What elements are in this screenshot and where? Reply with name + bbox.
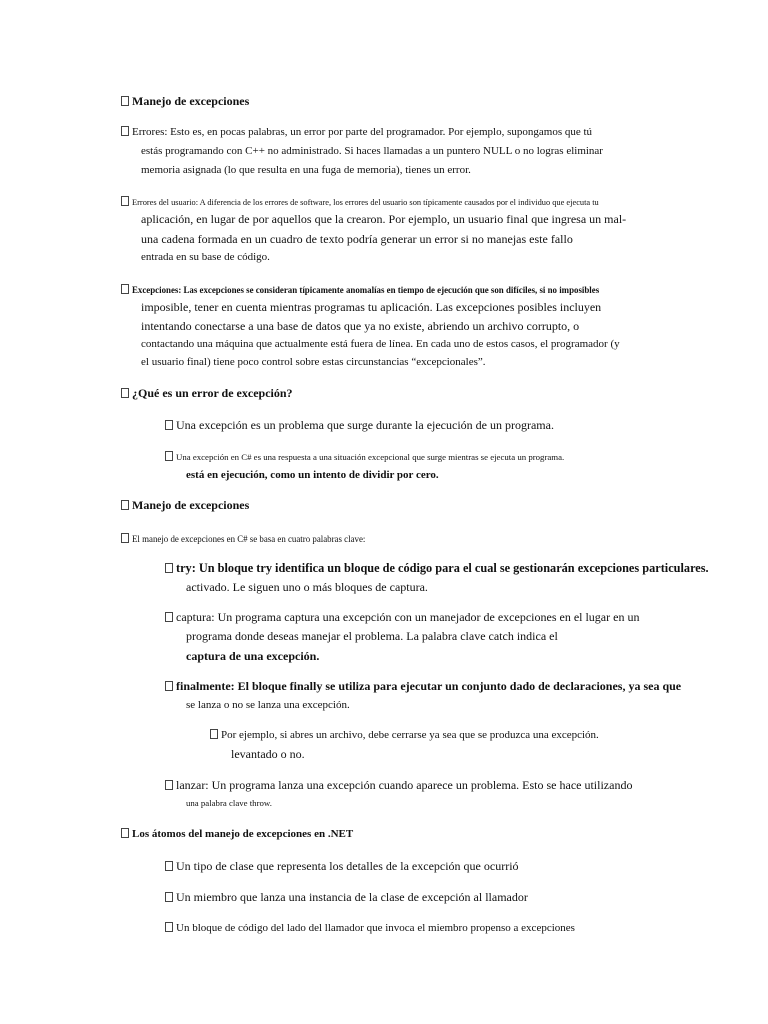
try-line-1: try: Un bloque try identifica un bloque de código para el cual se gestionarán excepciones particulares. <box>165 561 709 575</box>
section-heading-manejo: Manejo de excepciones <box>121 95 249 109</box>
atomos-item-1: Un tipo de clase que representa los detalles de la excepción que ocurrió <box>165 860 519 874</box>
que-es-item-1: Una excepción es un problema que surge durante la ejecución de un programa. <box>165 419 554 433</box>
que-es-item-2-line-1: Una excepción en C# es una respuesta a una situación excepcional que surge mientras se ejecuta un programa. <box>165 451 564 462</box>
checkbox-icon <box>121 533 129 543</box>
excepciones-line-2: imposible, tener en cuenta mientras programas tu aplicación. Las excepciones posibles incluyen <box>141 300 602 314</box>
atomos-item-3: Un bloque de código del lado del llamador que invoca el miembro propenso a excepciones <box>165 922 575 935</box>
checkbox-icon <box>165 780 173 790</box>
excepciones-line-4: contactando una máquina que actualmente está fuera de línea. En cada uno de estos casos, el programador (y <box>141 338 620 350</box>
checkbox-icon <box>165 420 173 430</box>
checkbox-icon <box>121 196 129 206</box>
checkbox-icon <box>165 612 173 622</box>
finalmente-line-2: se lanza o no se lanza una excepción. <box>186 699 350 711</box>
errores-line-1: Errores: Esto es, en pocas palabras, un error por parte del programador. Por ejemplo, supongamos que tú <box>121 126 592 139</box>
captura-line-1: captura: Un programa captura una excepción con un manejador de excepciones en el lugar en un <box>165 611 639 625</box>
usuario-line-3: una cadena formada en un cuadro de texto podría generar un error si no manejas este fallo <box>141 232 573 246</box>
lanzar-line-2: una palabra clave throw. <box>186 798 272 808</box>
excepciones-line-5: el usuario final) tiene poco control sobre estas circunstancias “excepcionales”. <box>141 356 486 368</box>
section-heading-atomos: Los átomos del manejo de excepciones en .NET <box>121 828 353 841</box>
usuario-line-1: Errores del usuario: A diferencia de los errores de software, los errores del usuario son típicamente causados por el individuo que ejecuta tu <box>121 196 599 208</box>
checkbox-icon <box>121 96 129 106</box>
finalmente-line-1: finalmente: El bloque finally se utiliza para ejecutar un conjunto dado de declaraciones, ya sea que <box>165 680 681 694</box>
section-heading-que-es: ¿Qué es un error de excepción? <box>121 387 293 401</box>
checkbox-icon <box>165 922 173 932</box>
checkbox-icon <box>121 828 129 838</box>
checkbox-icon <box>165 563 173 573</box>
atomos-item-2: Un miembro que lanza una instancia de la clase de excepción al llamador <box>165 891 528 905</box>
checkbox-icon <box>165 681 173 691</box>
usuario-line-4: entrada en su base de código. <box>141 251 270 263</box>
try-line-2: activado. Le siguen uno o más bloques de captura. <box>186 580 428 594</box>
usuario-line-2: aplicación, en lugar de por aquellos que la crearon. Por ejemplo, un usuario final que ingresa un mal- <box>141 212 627 226</box>
captura-line-3: captura de una excepción. <box>186 649 320 663</box>
checkbox-icon <box>210 729 218 739</box>
que-es-item-2-line-2: está en ejecución, como un intento de dividir por cero. <box>186 469 439 481</box>
manejo-intro: El manejo de excepciones en C# se basa en cuatro palabras clave: <box>121 533 365 544</box>
excepciones-line-1: Excepciones: Las excepciones se consideran típicamente anomalías en tiempo de ejecución que son difíciles, si no imposibles <box>121 284 599 295</box>
errores-line-3: memoria asignada (lo que resulta en una fuga de memoria), tienes un error. <box>141 164 471 176</box>
section-heading-manejo-2: Manejo de excepciones <box>121 499 249 513</box>
checkbox-icon <box>121 284 129 294</box>
errores-line-2: estás programando con C++ no administrado. Si haces llamadas a un puntero NULL o no logras eliminar <box>141 145 603 157</box>
excepciones-line-3: intentando conectarse a una base de datos que ya no existe, abriendo un archivo corrupto, o <box>141 319 580 333</box>
captura-line-2: programa donde deseas manejar el problema. La palabra clave catch indica el <box>186 629 558 643</box>
lanzar-line-1: lanzar: Un programa lanza una excepción cuando aparece un problema. Esto se hace utilizando <box>165 779 632 793</box>
ejemplo-line-1: Por ejemplo, si abres un archivo, debe cerrarse ya sea que se produzca una excepción. <box>210 729 599 742</box>
checkbox-icon <box>121 126 129 136</box>
checkbox-icon <box>121 388 129 398</box>
checkbox-icon <box>165 451 173 461</box>
checkbox-icon <box>165 861 173 871</box>
ejemplo-line-2: levantado o no. <box>231 747 305 761</box>
checkbox-icon <box>121 500 129 510</box>
checkbox-icon <box>165 892 173 902</box>
